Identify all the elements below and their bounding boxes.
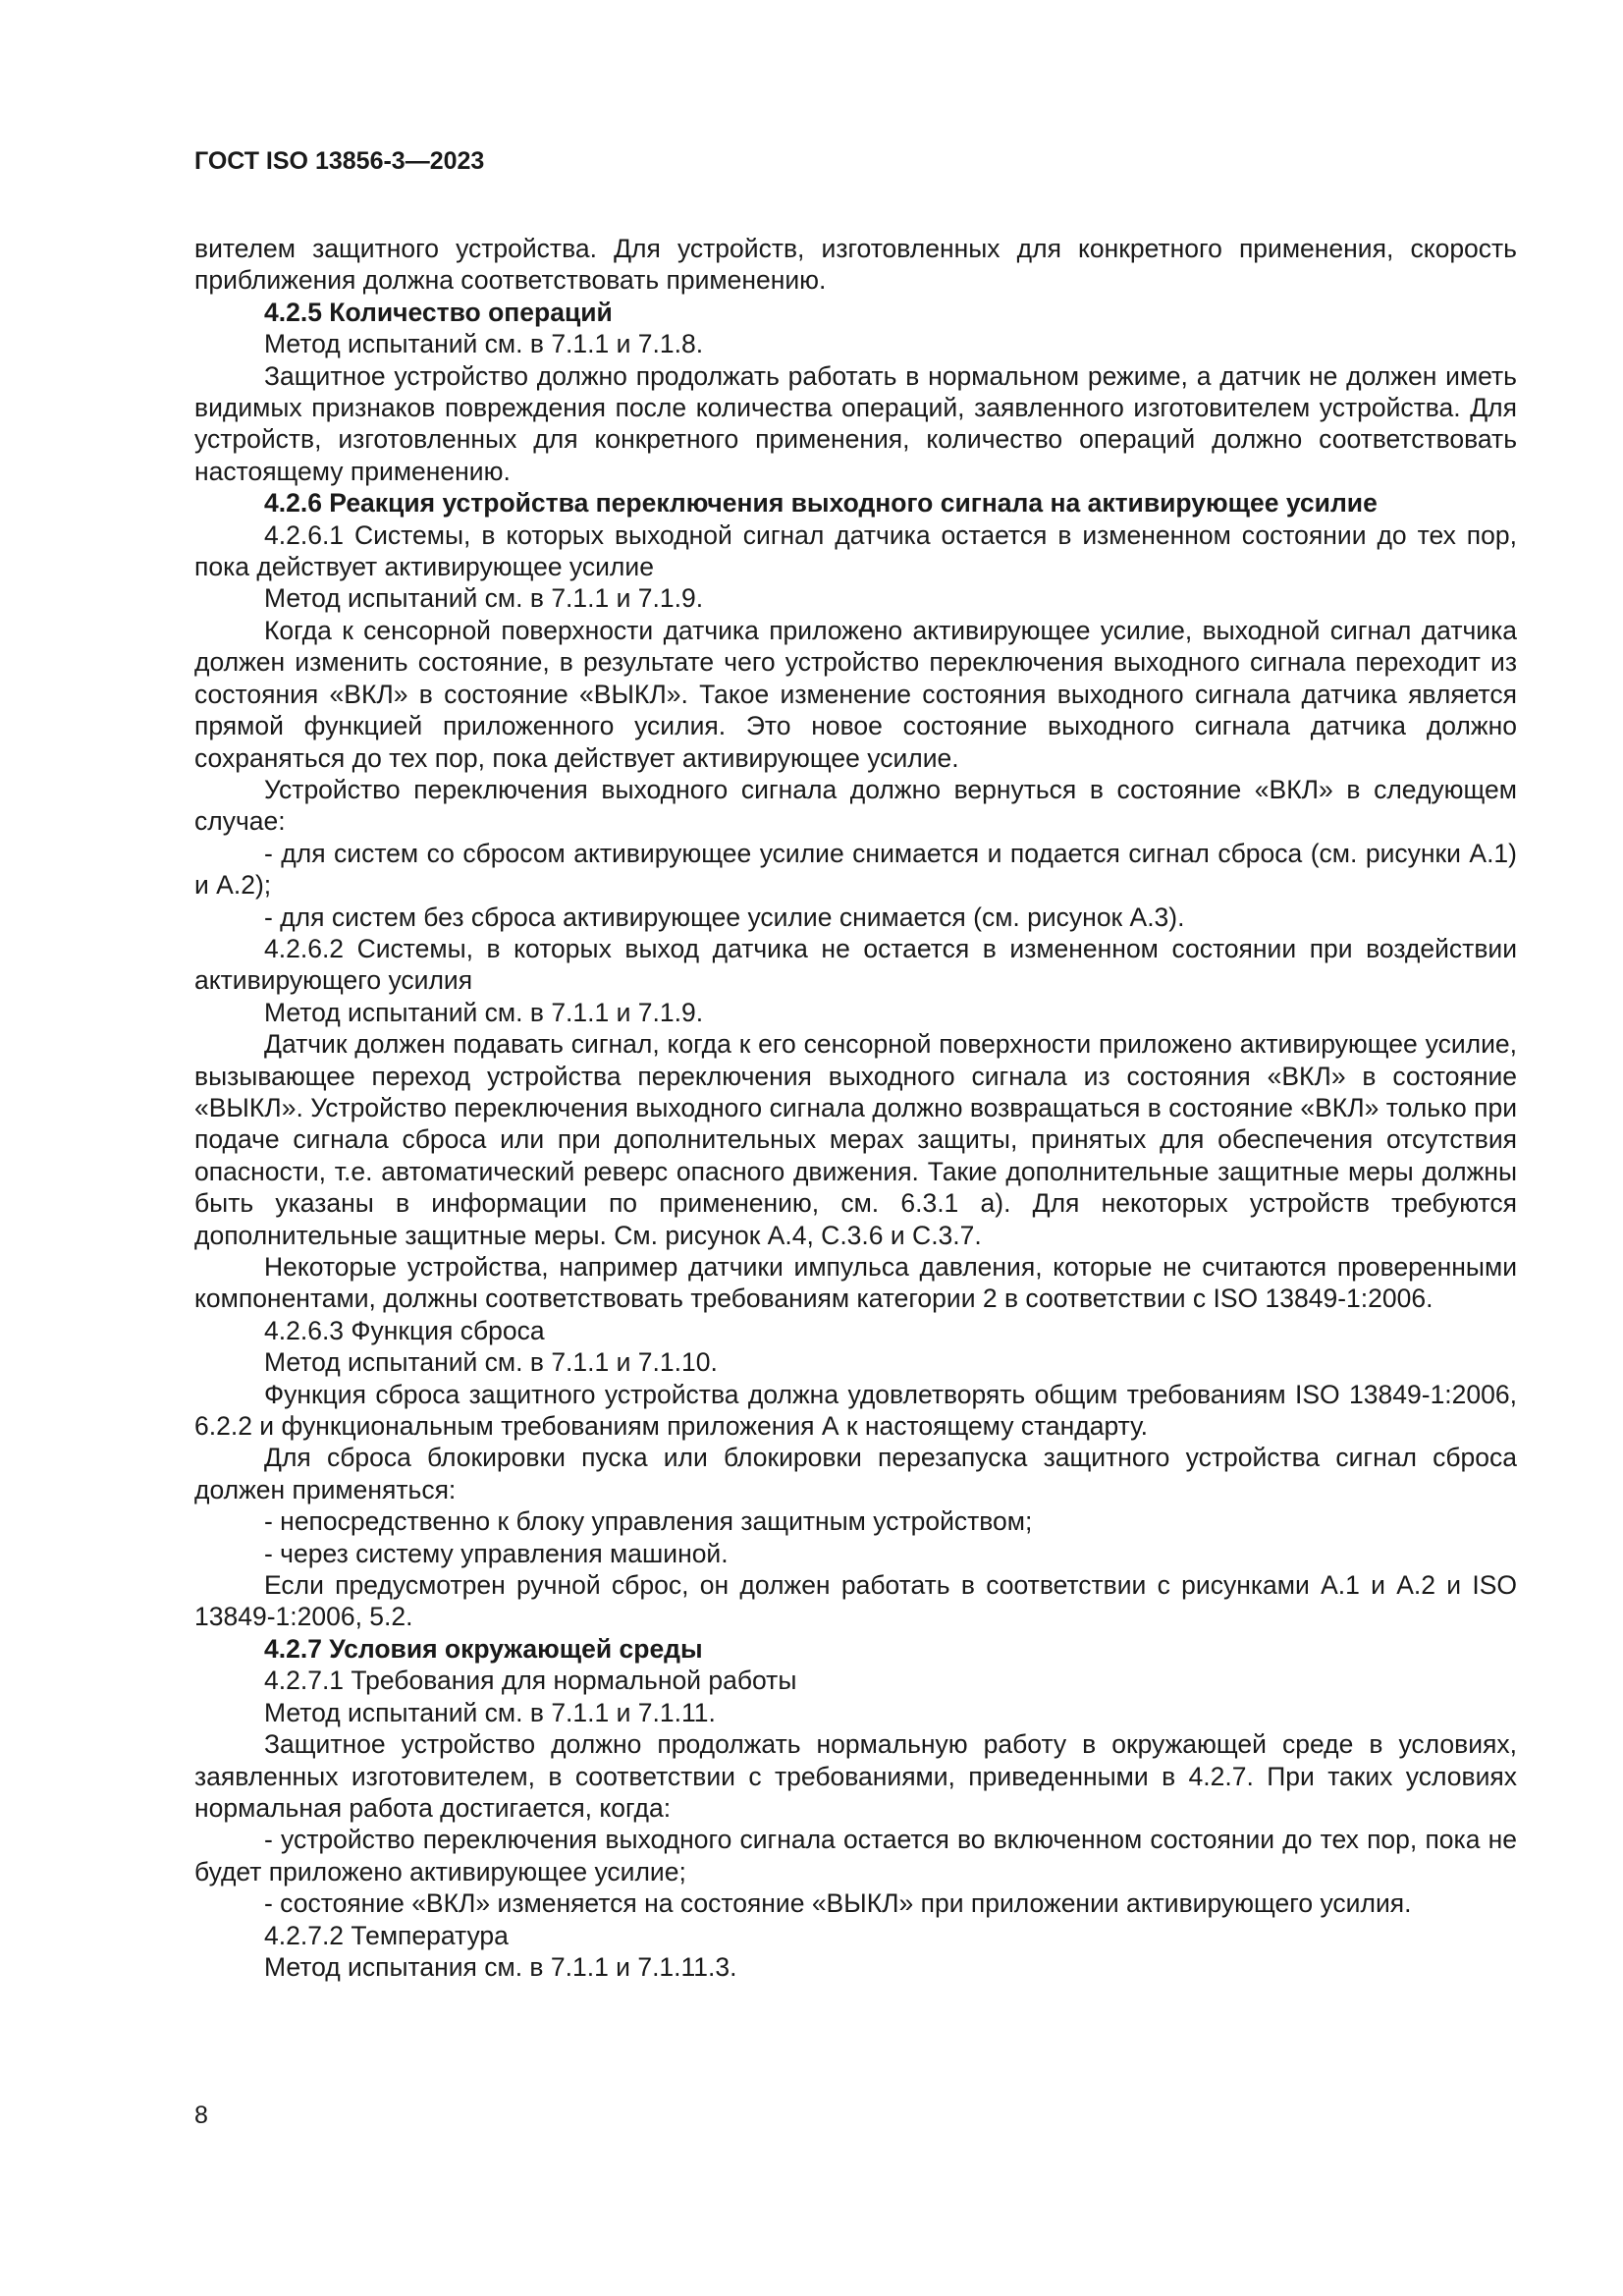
paragraph: 4.2.6.2 Системы, в которых выход датчика не остается в измененном состоянии при воздействии активирующего усилия <box>194 933 1517 996</box>
paragraph: 4.2.7.2 Температура <box>264 1920 509 1950</box>
paragraph: Датчик должен подавать сигнал, когда к его сенсорной поверхности приложено активирующее усилие, вызывающее переход устройства переключения выходного сигнала из состояния «ВКЛ» в состояние «ВЫКЛ». Устройство переключения выходного сигнала должно возвращаться в состояние «ВКЛ» только при подаче сигнала сброса или при дополнительных мерах защиты, принятых для обеспечения отсутствия опасности, т.е. автоматический реверс опасного движения. Такие дополнительные защитные меры должны быть указаны в информации по применению, см. 6.3.1 а). Для некоторых устройств требуются дополнительные защитные меры. См. рисунок А.4, С.3.6 и С.3.7. <box>194 1029 1517 1250</box>
paragraph: вителем защитного устройства. Для устройств, изготовленных для конкретного применения, скорость приближения должна соответствовать применению. <box>194 234 1517 296</box>
paragraph: Когда к сенсорной поверхности датчика приложено активирующее усилие, выходной сигнал датчика должен изменить состояние, в результате чего устройство переключения выходного сигнала переходит из состояния «ВКЛ» в состояние «ВЫКЛ». Такое изменение состояния выходного сигнала датчика является прямой функцией приложенного усилия. Это новое состояние выходного сигнала датчика должно сохраняться до тех пор, пока действует активирующее усилие. <box>194 615 1517 773</box>
page-number: 8 <box>194 2102 208 2129</box>
paragraph: Метод испытания см. в 7.1.1 и 7.1.11.3. <box>264 1951 737 1982</box>
document-page <box>194 145 1517 1983</box>
document-header: ГОСТ ISO 13856-3—2023 <box>194 147 485 175</box>
section-heading: 4.2.6 Реакция устройства переключения выходного сигнала на активирующее усилие <box>264 488 1378 519</box>
paragraph: - состояние «ВКЛ» изменяется на состояние «ВЫКЛ» при приложении активирующего усилия. <box>264 1888 1412 1919</box>
paragraph: 4.2.7.1 Требования для нормальной работы <box>264 1666 797 1696</box>
paragraph: Метод испытаний см. в 7.1.1 и 7.1.10. <box>264 1347 718 1378</box>
paragraph: 4.2.6.1 Системы, в которых выходной сигнал датчика остается в измененном состоянии до тех пор, пока действует активирующее усилие <box>194 519 1517 582</box>
paragraph: Устройство переключения выходного сигнала должно вернуться в состояние «ВКЛ» в следующем случае: <box>194 774 1517 837</box>
paragraph: - непосредственно к блоку управления защитным устройством; <box>264 1506 1033 1537</box>
paragraph: Если предусмотрен ручной сброс, он должен работать в соответствии с рисунками А.1 и А.2 и ISO 13849-1:2006, 5.2. <box>194 1570 1517 1632</box>
paragraph: Защитное устройство должно продолжать нормальную работу в окружающей среде в условиях, заявленных изготовителем, в соответствии с требованиями, приведенными в 4.2.7. При таких условиях нормальная работа достигается, когда: <box>194 1729 1517 1823</box>
paragraph: Для сброса блокировки пуска или блокировки перезапуска защитного устройства сигнал сброса должен применяться: <box>194 1443 1517 1504</box>
section-heading: 4.2.5 Количество операций <box>264 297 613 327</box>
paragraph: - через систему управления машиной. <box>264 1538 729 1568</box>
section-heading: 4.2.7 Условия окружающей среды <box>264 1633 703 1664</box>
paragraph: Метод испытаний см. в 7.1.1 и 7.1.11. <box>264 1697 716 1727</box>
paragraph: Функция сброса защитного устройства должна удовлетворять общим требованиям ISO 13849-1:2006, 6.2.2 и функциональным требованиям приложения А к настоящему стандарту. <box>194 1379 1517 1442</box>
paragraph: Защитное устройство должно продолжать работать в нормальном режиме, а датчик не должен иметь видимых признаков повреждения после количества операций, заявленного изготовителем устройства. Для устройств, изготовленных для конкретного применения, количество операций должно соответствовать настоящему применению. <box>194 360 1517 486</box>
paragraph: 4.2.6.3 Функция сброса <box>264 1315 545 1345</box>
paragraph: - для систем без сброса активирующее усилие снимается (см. рисунок А.3). <box>264 902 1185 932</box>
paragraph: - устройство переключения выходного сигнала остается во включенном состоянии до тех пор, пока не будет приложено активирующее усилие; <box>194 1825 1517 1886</box>
document-body <box>194 233 1517 1983</box>
paragraph: Метод испытаний см. в 7.1.1 и 7.1.9. <box>264 583 704 614</box>
paragraph: - для систем со сбросом активирующее усилие снимается и подается сигнал сброса (см. рисунки А.1) и А.2); <box>194 838 1517 901</box>
paragraph: Метод испытаний см. в 7.1.1 и 7.1.8. <box>264 329 704 359</box>
paragraph: Метод испытаний см. в 7.1.1 и 7.1.9. <box>264 997 704 1027</box>
paragraph: Некоторые устройства, например датчики импульса давления, которые не считаются проверенными компонентами, должны соответствовать требованиям категории 2 в соответствии с ISO 13849-1:2006. <box>194 1252 1517 1314</box>
